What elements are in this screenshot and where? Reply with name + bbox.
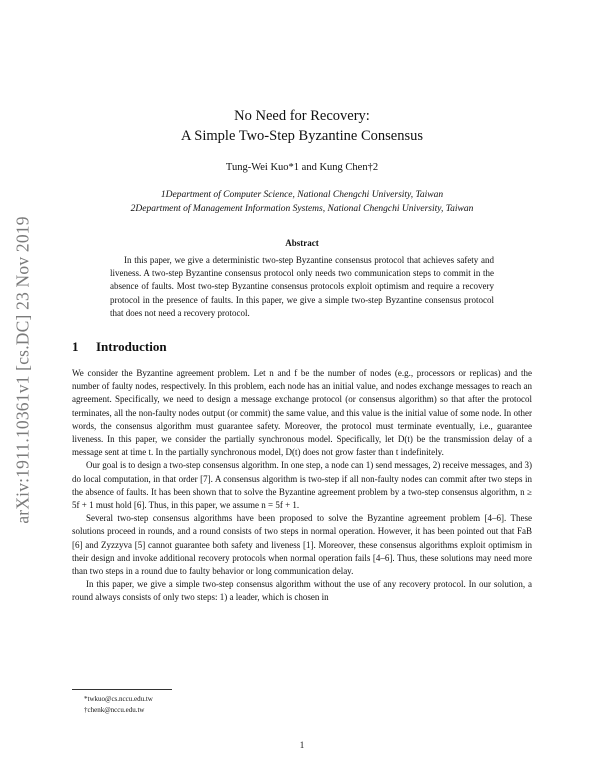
footnote-email-2: †chenk@nccu.edu.tw <box>84 706 145 714</box>
affiliation-1: 1Department of Computer Science, National Chengchi University, Taiwan <box>160 190 444 200</box>
footnote-rule <box>72 689 172 690</box>
footnote-email-1: *twkuo@cs.nccu.edu.tw <box>84 695 153 703</box>
abstract-heading: Abstract <box>285 238 319 248</box>
paragraph: Our goal is to design a two-step consensus algorithm. In one step, a node can 1) send messages, 2) receive messages, and 3) do local computation, in that order [7]. A consensus algorithm is two-step if all non-faulty nodes can commit after two steps in the absence of faults. It has been shown that to solve the Byzantine agreement problem by a two-step consensus algorithm, n ≥ 5f + 1 must hold [6]. Thus, in this paper, we assume n = 5f + 1. <box>72 460 532 511</box>
section-title: Introduction <box>96 339 167 355</box>
arxiv-stamp <box>0 180 46 560</box>
paper-title <box>72 106 532 146</box>
paragraph: We consider the Byzantine agreement problem. Let n and f be the number of nodes (e.g., processors or replicas) and the number of faulty nodes, respectively. In this problem, each node has an initial value, and nodes exchange messages to reach an agreement. Specifically, we need to design a message exchange protocol (or consensus algorithm) so that after the protocol terminates, all the non-faulty nodes output (or commit) the same value, and this value is the initial value of some node. In other words, the consensus algorithm must guarantee safety. Moreover, the protocol must terminate eventually, i.e., guarantee liveness. In this paper, we consider the partially synchronous model. Specifically, let D(t) be the transmission delay of a message sent at time t. In the partially synchronous model, D(t) does not grow faster than t indefinitely. <box>72 368 532 458</box>
section-number: 1 <box>72 339 79 355</box>
title-line-1: No Need for Recovery: <box>234 108 370 124</box>
affiliations <box>72 188 532 216</box>
paragraph: In this paper, we give a simple two-step consensus algorithm without the use of any recovery protocol. In our solution, a round always consists of only two steps: 1) a leader, which is chosen in <box>72 579 532 603</box>
footnotes <box>72 689 532 716</box>
paragraph: Several two-step consensus algorithms have been proposed to solve the Byzantine agreement problem [4–6]. These solutions proceed in rounds, and a round consists of two steps in normal operation. However, it has been pointed out that FaB [6] and Zyzzyva [5] cannot guarantee both safety and liveness [1]. Moreover, these consensus algorithms exploit optimism in their design and invoke additional recovery protocols when normal operation fails [4–6]. Thus, these solutions may need more than two steps in a round due to faulty behavior or long communication delay. <box>72 513 532 577</box>
title-line-2: A Simple Two-Step Byzantine Consensus <box>181 128 423 144</box>
page-number: 1 <box>299 740 305 750</box>
section-heading <box>72 339 532 355</box>
author-line: Tung-Wei Kuo*1 and Kung Chen†2 <box>225 162 379 173</box>
section-body <box>72 367 532 605</box>
abstract-text: In this paper, we give a deterministic two-step Byzantine consensus protocol that achieves safety and liveness. A two-step Byzantine consensus protocol only needs two communication steps to commit in the absence of faults. Most two-step Byzantine consensus protocols exploit optimism and require a recovery protocol in the presence of faults. In this paper, we give a simple two-step Byzantine consensus protocol that does not need a recovery protocol. <box>110 255 494 318</box>
paper-page <box>72 0 532 750</box>
affiliation-2: 2Department of Management Information Systems, National Chengchi University, Taiwan <box>130 204 474 214</box>
arxiv-identifier: arXiv:1911.10361v1 [cs.DC] 23 Nov 2019 <box>12 216 33 524</box>
